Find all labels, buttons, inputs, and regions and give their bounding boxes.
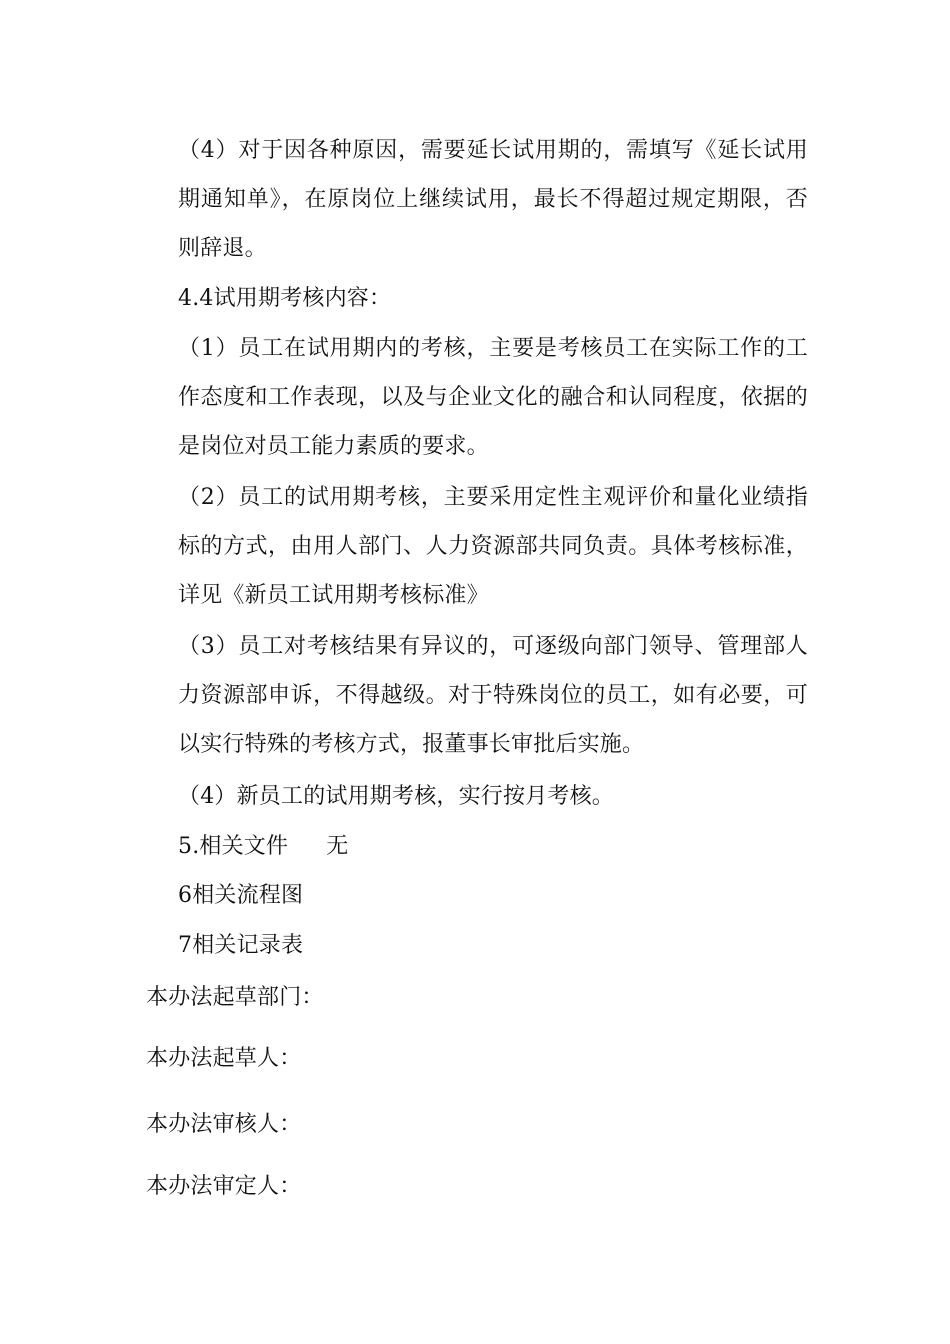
related-records: 7相关记录表 <box>178 933 304 958</box>
related-flowchart: 6相关流程图 <box>178 883 304 908</box>
paragraph-line: （3）员工对考核结果有异议的，可逐级向部门领导、管理部人 <box>178 634 808 659</box>
paragraph-line: 标的方式，由用人部门、人力资源部共同负责。具体考核标准， <box>178 534 808 559</box>
related-files-value: 无 <box>326 834 349 859</box>
paragraph-line: 详见《新员工试用期考核标准》 <box>178 583 489 608</box>
signature-approver: 本办法审定人： <box>146 1174 302 1199</box>
signature-drafting-dept: 本办法起草部门： <box>146 985 324 1010</box>
paragraph-line: （4）对于因各种原因，需要延长试用期的，需填写《延长试用 <box>178 138 808 163</box>
signature-reviewer: 本办法审核人： <box>146 1112 302 1137</box>
paragraph-line: 期通知单》，在原岗位上继续试用，最长不得超过规定期限，否 <box>178 187 808 212</box>
paragraph-line: （1）员工在试用期内的考核，主要是考核员工在实际工作的工 <box>178 336 808 361</box>
paragraph-line: 是岗位对员工能力素质的要求。 <box>178 434 489 459</box>
paragraph-line: 作态度和工作表现，以及与企业文化的融合和认同程度，依据的 <box>178 385 808 410</box>
related-files <box>178 832 808 862</box>
paragraph-line: （4）新员工的试用期考核，实行按月考核。 <box>178 784 614 809</box>
paragraph-line: 力资源部申诉，不得越级。对于特殊岗位的员工，如有必要，可 <box>178 683 808 708</box>
related-files-label: 5.相关文件 <box>178 834 289 859</box>
paragraph-line: 则辞退。 <box>178 236 267 261</box>
paragraph-line: 以实行特殊的考核方式，报董事长审批后实施。 <box>178 732 645 757</box>
paragraph-line: （2）员工的试用期考核，主要采用定性主观评价和量化业绩指 <box>178 485 808 510</box>
signature-drafter: 本办法起草人： <box>146 1046 302 1071</box>
section-heading: 4.4试用期考核内容： <box>178 286 392 311</box>
